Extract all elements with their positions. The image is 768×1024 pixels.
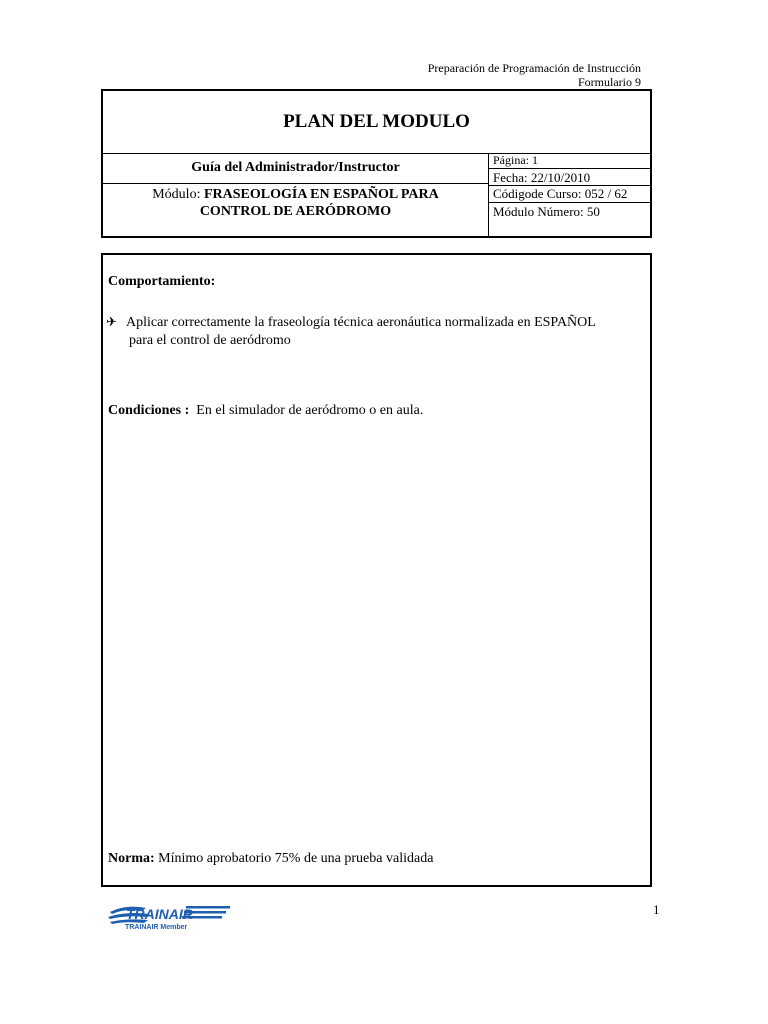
module-content-box — [101, 253, 652, 887]
plan-title: PLAN DEL MODULO — [103, 91, 650, 154]
page-number: 1 — [653, 902, 660, 917]
standard — [108, 851, 433, 867]
standard-text: Mínimo aprobatorio 75% de una prueba validada — [154, 851, 434, 866]
module-number-cell: Módulo Número: 50 — [493, 204, 600, 219]
behavior-item-line2: para el control de aeródromo — [129, 333, 291, 348]
module-name-line2: CONTROL DE AERÓDROMO — [199, 204, 392, 219]
form-number: Formulario 9 — [578, 75, 641, 89]
form-header-title: Preparación de Programación de Instrucción — [427, 61, 641, 75]
module-name-line1: FRASEOLOGÍA EN ESPAÑOL PARA — [203, 187, 439, 202]
logo-wordmark: TRAINAIR — [126, 906, 193, 922]
conditions-label: Condiciones : — [108, 403, 190, 418]
module-name-cell — [103, 184, 489, 236]
conditions-text: En el simulador de aeródromo o en aula. — [189, 403, 424, 418]
conditions — [108, 403, 423, 419]
behavior-label: Comportamiento: — [108, 274, 216, 289]
behavior-item-line1: Aplicar correctamente la fraseología técnica aeronáutica normalizada en ESPAÑOL — [126, 315, 596, 330]
date-cell: Fecha: 22/10/2010 — [489, 169, 650, 186]
course-code-cell: Códigode Curso: 052 / 62 — [489, 186, 650, 203]
module-label: Módulo: — [152, 187, 204, 202]
guide-heading: Guía del Administrador/Instructor — [103, 153, 489, 184]
page-cell: Página: 1 — [489, 153, 650, 169]
airplane-icon: ✈ — [106, 315, 117, 330]
logo-subtext: TRAINAIR Member — [125, 924, 188, 931]
module-plan-table — [101, 89, 652, 238]
standard-label: Norma: — [108, 851, 155, 866]
trainair-logo — [106, 902, 232, 932]
